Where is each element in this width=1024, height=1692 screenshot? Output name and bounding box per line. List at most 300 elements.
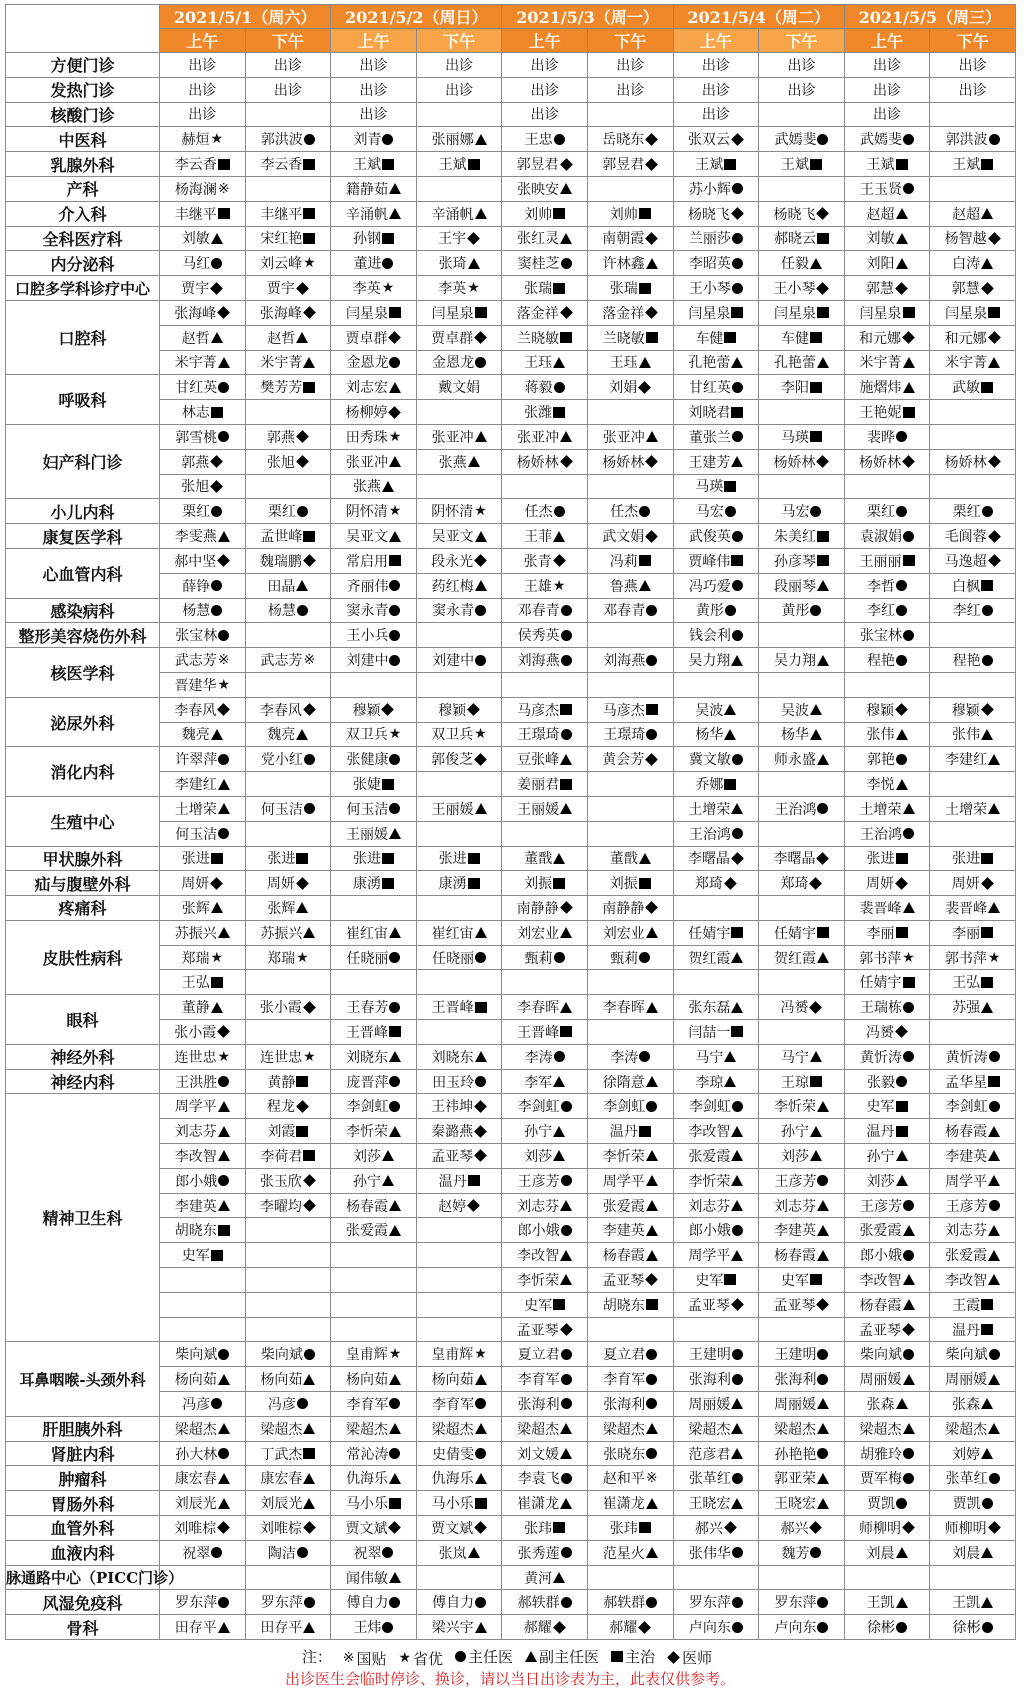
notice-text: 出诊医生会临时停诊、换诊，请以当日出诊表为主，此表仅供参考。 bbox=[284, 1670, 735, 1688]
schedule-cell bbox=[930, 53, 1016, 78]
schedule-cell bbox=[331, 1367, 417, 1392]
tri-marker-icon bbox=[211, 332, 223, 343]
doctor-entry bbox=[518, 1394, 572, 1414]
schedule-cell bbox=[844, 772, 930, 797]
doctor-name: 白枫 bbox=[952, 578, 981, 595]
doctor-entry bbox=[175, 1592, 229, 1612]
doctor-name: 王珏 bbox=[609, 355, 638, 372]
tri-marker-icon bbox=[988, 1175, 1000, 1186]
tri-marker-icon bbox=[218, 927, 230, 938]
schedule-cell bbox=[673, 1119, 759, 1144]
schedule-cell bbox=[331, 573, 417, 598]
schedule-cell bbox=[331, 102, 417, 127]
status-text: 出诊 bbox=[787, 57, 816, 74]
doctor-entry bbox=[346, 1196, 401, 1216]
dot-marker-icon bbox=[297, 1398, 308, 1409]
doctor-entry bbox=[695, 476, 736, 496]
schedule-cell bbox=[502, 1069, 588, 1094]
doctor-entry bbox=[432, 1617, 487, 1637]
doctor-entry bbox=[175, 1617, 230, 1637]
schedule-cell bbox=[160, 871, 246, 896]
schedule-cell bbox=[844, 722, 930, 747]
dia-marker-icon bbox=[895, 703, 908, 716]
schedule-cell bbox=[759, 722, 845, 747]
doctor-entry bbox=[603, 1171, 658, 1191]
tri-marker-icon bbox=[896, 1150, 908, 1161]
tri-marker-icon bbox=[303, 357, 315, 368]
schedule-row bbox=[6, 1094, 1016, 1119]
schedule-cell bbox=[416, 1367, 502, 1392]
doctor-name: 刘振 bbox=[524, 876, 553, 893]
doctor-entry bbox=[346, 452, 401, 472]
schedule-cell bbox=[844, 1540, 930, 1565]
doctor-entry bbox=[946, 1096, 1000, 1116]
schedule-cell bbox=[160, 995, 246, 1020]
schedule-cell bbox=[673, 1516, 759, 1541]
doctor-entry bbox=[780, 1518, 822, 1538]
schedule-cell bbox=[416, 945, 502, 970]
doctor-name: 李剑虹 bbox=[688, 1099, 731, 1116]
schedule-cell bbox=[587, 1094, 673, 1119]
doctor-name: 武志芳 bbox=[174, 653, 217, 670]
star-marker-icon: ★ bbox=[552, 577, 566, 594]
tri-marker-icon bbox=[475, 1051, 487, 1062]
schedule-cell bbox=[673, 598, 759, 623]
doctor-name: 栗红 bbox=[182, 504, 211, 521]
doctor-name: 史军 bbox=[695, 1272, 724, 1289]
doctor-name: 张青 bbox=[523, 553, 552, 570]
status-text: 出诊 bbox=[359, 107, 388, 124]
schedule-cell bbox=[416, 102, 502, 127]
tri-marker-icon bbox=[560, 1423, 572, 1434]
schedule-cell bbox=[587, 400, 673, 425]
tri-marker-icon bbox=[903, 803, 915, 814]
tri-marker-icon bbox=[988, 902, 1000, 913]
sq-marker-icon bbox=[896, 853, 908, 864]
schedule-cell bbox=[673, 871, 759, 896]
doctor-entry bbox=[616, 55, 644, 75]
star-marker-icon: ★ bbox=[217, 1048, 231, 1065]
schedule-cell bbox=[245, 697, 331, 722]
doctor-name: 张森 bbox=[952, 1396, 981, 1413]
star-marker-icon: ★ bbox=[210, 131, 224, 148]
schedule-cell bbox=[245, 176, 331, 201]
doctor-name: 李育军 bbox=[432, 1396, 475, 1413]
schedule-cell bbox=[416, 846, 502, 871]
schedule-cell bbox=[587, 325, 673, 350]
schedule-cell bbox=[245, 350, 331, 375]
schedule-cell bbox=[416, 871, 502, 896]
doctor-name: 王雄 bbox=[523, 578, 552, 595]
schedule-cell bbox=[759, 201, 845, 226]
schedule-cell bbox=[331, 772, 417, 797]
doctor-entry bbox=[773, 452, 829, 472]
dot-marker-icon bbox=[561, 1374, 572, 1385]
doctor-entry bbox=[260, 377, 315, 397]
doctor-name: 吴亚文 bbox=[345, 529, 388, 546]
sq-marker-icon bbox=[724, 159, 736, 170]
schedule-cell bbox=[245, 1193, 331, 1218]
doctor-entry bbox=[952, 1444, 993, 1464]
doctor-name: 郎小娥 bbox=[175, 1173, 218, 1190]
tri-marker-icon bbox=[475, 1423, 487, 1434]
doctor-entry bbox=[860, 972, 915, 992]
doctor-entry bbox=[353, 1617, 393, 1637]
doctor-entry bbox=[359, 55, 387, 75]
doctor-name: 侯秀英 bbox=[517, 628, 560, 645]
doctor-entry bbox=[945, 1121, 1000, 1141]
schedule-cell bbox=[502, 449, 588, 474]
schedule-cell bbox=[587, 945, 673, 970]
doctor-name: 杨海澜 bbox=[174, 181, 217, 198]
schedule-cell bbox=[416, 1069, 502, 1094]
schedule-cell bbox=[502, 1144, 588, 1169]
schedule-row bbox=[6, 1342, 1016, 1367]
star-marker-icon: ★ bbox=[388, 726, 402, 743]
star-marker-icon: ★ bbox=[388, 1346, 402, 1363]
doctor-entry bbox=[346, 1394, 400, 1414]
schedule-cell bbox=[331, 1615, 417, 1640]
dot-marker-icon bbox=[732, 1349, 743, 1360]
department-name: 呼吸科 bbox=[6, 375, 160, 425]
tri-marker-icon bbox=[296, 332, 308, 343]
doctor-entry bbox=[945, 948, 1001, 968]
tri-marker-icon bbox=[389, 531, 401, 542]
doctor-name: 张进 bbox=[267, 851, 296, 868]
doctor-name: 杨华 bbox=[780, 727, 809, 744]
doctor-name: 孟亚琴 bbox=[773, 1297, 816, 1314]
sq-marker-icon bbox=[981, 977, 993, 988]
doctor-entry bbox=[688, 1196, 743, 1216]
doctor-name: 梁兴宇 bbox=[431, 1620, 474, 1637]
schedule-cell bbox=[930, 1193, 1016, 1218]
doctor-entry bbox=[867, 576, 907, 596]
schedule-cell bbox=[759, 1590, 845, 1615]
doctor-entry bbox=[175, 1344, 229, 1364]
department-name: 神经内科 bbox=[6, 1069, 160, 1094]
doctor-entry bbox=[182, 600, 222, 620]
doctor-name: 刘莎 bbox=[352, 1148, 381, 1165]
doctor-name: 金恩龙 bbox=[346, 355, 389, 372]
sq-marker-icon bbox=[475, 307, 487, 318]
doctor-name: 柴向斌 bbox=[860, 1347, 903, 1364]
dot-marker-icon bbox=[732, 630, 743, 641]
doctor-entry bbox=[866, 873, 908, 893]
doctor-entry bbox=[431, 328, 487, 348]
schedule-cell bbox=[844, 400, 930, 425]
sq-marker-icon bbox=[639, 1126, 651, 1137]
doctor-name: 董戬 bbox=[609, 851, 638, 868]
schedule-cell bbox=[587, 127, 673, 152]
tri-marker-icon bbox=[988, 1150, 1000, 1161]
dot-marker-icon bbox=[218, 630, 229, 641]
doctor-name: 孙宁 bbox=[352, 1173, 381, 1190]
tri-marker-icon bbox=[731, 1150, 743, 1161]
doctor-name: 刘志芬 bbox=[773, 1198, 816, 1215]
doctor-name: 罗东萍 bbox=[774, 1595, 817, 1612]
schedule-cell bbox=[759, 573, 845, 598]
sq-marker-icon bbox=[817, 555, 829, 566]
doctor-entry bbox=[175, 1146, 230, 1166]
doctor-name: 贾卓群 bbox=[345, 330, 388, 347]
schedule-cell bbox=[160, 524, 246, 549]
doctor-entry bbox=[873, 104, 901, 124]
doctor-name: 梁超杰 bbox=[859, 1421, 902, 1438]
schedule-cell bbox=[759, 300, 845, 325]
dot-marker-icon bbox=[475, 605, 486, 616]
doctor-name: 杨柳婷 bbox=[345, 405, 388, 422]
doctor-entry bbox=[773, 1295, 829, 1315]
schedule-cell bbox=[416, 1516, 502, 1541]
doctor-entry bbox=[517, 452, 573, 472]
doctor-entry bbox=[780, 873, 822, 893]
doctor-entry bbox=[432, 1419, 487, 1439]
schedule-cell bbox=[844, 300, 930, 325]
schedule-cell bbox=[673, 350, 759, 375]
schedule-cell bbox=[502, 1466, 588, 1491]
dot-marker-icon bbox=[218, 1175, 229, 1186]
doctor-name: 苏振兴 bbox=[260, 925, 303, 942]
doctor-name: 张映安 bbox=[517, 181, 560, 198]
doctor-entry bbox=[188, 104, 216, 124]
doctor-name: 范彦君 bbox=[688, 1446, 731, 1463]
doctor-entry bbox=[867, 848, 908, 868]
schedule-cell bbox=[416, 474, 502, 499]
schedule-cell bbox=[416, 1466, 502, 1491]
doctor-name: 米宇菁 bbox=[174, 355, 217, 372]
doctor-entry bbox=[518, 650, 572, 670]
doctor-entry bbox=[959, 80, 987, 100]
tri-marker-icon bbox=[817, 1250, 829, 1261]
doctor-name: 李忻荣 bbox=[773, 1099, 816, 1116]
schedule-row bbox=[6, 598, 1016, 623]
doctor-entry bbox=[175, 179, 230, 199]
schedule-cell bbox=[587, 53, 673, 78]
doctor-name: 郑琦 bbox=[694, 876, 723, 893]
dot-marker-icon bbox=[732, 382, 743, 393]
doctor-name: 张秀莲 bbox=[517, 1545, 560, 1562]
schedule-cell bbox=[331, 474, 417, 499]
schedule-cell bbox=[160, 1466, 246, 1491]
dia-marker-icon bbox=[981, 282, 994, 295]
doctor-entry bbox=[525, 501, 565, 521]
doctor-name: 杨娇林 bbox=[773, 454, 816, 471]
schedule-cell bbox=[416, 722, 502, 747]
doctor-name: 李丽 bbox=[866, 925, 895, 942]
schedule-cell bbox=[844, 648, 930, 673]
doctor-entry bbox=[696, 600, 736, 620]
doctor-name: 李军 bbox=[524, 1074, 553, 1091]
doctor-name: 李剑虹 bbox=[517, 1099, 560, 1116]
department-name: 脉通路中心（PICC门诊） bbox=[6, 1565, 160, 1590]
doctor-entry bbox=[787, 55, 815, 75]
doctor-name: 张小霞 bbox=[259, 1000, 302, 1017]
schedule-cell bbox=[673, 722, 759, 747]
schedule-cell bbox=[587, 1615, 673, 1640]
schedule-cell bbox=[844, 102, 930, 127]
schedule-cell bbox=[416, 920, 502, 945]
schedule-cell bbox=[331, 1392, 417, 1417]
sq-marker-icon bbox=[560, 1026, 572, 1037]
doctor-name: 武俊英 bbox=[688, 529, 731, 546]
department-name: 口腔科 bbox=[6, 300, 160, 374]
doctor-entry bbox=[260, 1419, 315, 1439]
doctor-entry bbox=[688, 997, 743, 1017]
doctor-entry bbox=[175, 377, 229, 397]
sq-marker-icon bbox=[211, 407, 223, 418]
doctor-entry bbox=[860, 1047, 914, 1067]
doctor-entry bbox=[945, 1518, 1001, 1538]
sq-marker-icon bbox=[817, 531, 829, 542]
doctor-entry bbox=[268, 1394, 308, 1414]
doctor-name: 田玉玲 bbox=[432, 1074, 475, 1091]
doctor-name: 李育军 bbox=[603, 1372, 646, 1389]
schedule-cell bbox=[502, 598, 588, 623]
tri-marker-icon bbox=[389, 1473, 401, 1484]
schedule-cell bbox=[416, 400, 502, 425]
doctor-name: 梁超杰 bbox=[260, 1421, 303, 1438]
sq-marker-icon bbox=[810, 159, 822, 170]
dot-marker-icon bbox=[732, 283, 743, 294]
schedule-cell bbox=[245, 548, 331, 573]
doctor-name: 张婕 bbox=[352, 777, 381, 793]
doctor-entry bbox=[603, 253, 658, 273]
schedule-cell bbox=[844, 1144, 930, 1169]
doctor-name: 林志 bbox=[181, 405, 210, 422]
schedule-cell bbox=[587, 672, 673, 697]
doctor-entry bbox=[353, 253, 393, 273]
department-name: 皮肤性病科 bbox=[6, 920, 160, 994]
doctor-name: 罗东萍 bbox=[688, 1595, 731, 1612]
doctor-name: 武嫣斐 bbox=[774, 132, 817, 149]
dia-marker-icon bbox=[645, 530, 658, 543]
schedule-cell bbox=[930, 821, 1016, 846]
doctor-entry bbox=[866, 1022, 908, 1042]
department-name: 中医科 bbox=[6, 127, 160, 152]
doctor-name: 宋红艳 bbox=[260, 231, 303, 248]
doctor-entry bbox=[346, 1220, 401, 1240]
schedule-cell bbox=[930, 1516, 1016, 1541]
doctor-name: 郎小娥 bbox=[860, 1248, 903, 1265]
tri-marker-icon bbox=[303, 1423, 315, 1434]
doctor-name: 梁超杰 bbox=[945, 1421, 988, 1438]
doctor-entry bbox=[867, 774, 908, 794]
schedule-cell bbox=[673, 1565, 759, 1590]
doctor-entry bbox=[353, 278, 395, 298]
doctor-entry bbox=[860, 179, 914, 199]
schedule-cell bbox=[245, 1540, 331, 1565]
dia-marker-icon bbox=[296, 455, 309, 468]
dia-marker-icon bbox=[389, 1522, 402, 1535]
doctor-name: 程艳 bbox=[867, 653, 896, 670]
schedule-cell bbox=[844, 201, 930, 226]
doctor-entry bbox=[773, 204, 829, 224]
doctor-entry bbox=[174, 303, 230, 323]
doctor-entry bbox=[860, 377, 915, 397]
department-name: 疼痛科 bbox=[6, 896, 160, 921]
doctor-name: 刘青 bbox=[353, 132, 382, 149]
doctor-entry bbox=[182, 1245, 223, 1265]
sq-marker-icon bbox=[211, 1250, 223, 1261]
doctor-entry bbox=[867, 1121, 908, 1141]
schedule-cell bbox=[331, 1466, 417, 1491]
doctor-name: 甄莉 bbox=[524, 950, 553, 967]
schedule-cell bbox=[587, 648, 673, 673]
tri-marker-icon bbox=[218, 1622, 230, 1633]
schedule-cell bbox=[587, 1342, 673, 1367]
doctor-name: 刘婷 bbox=[952, 1446, 981, 1463]
doctor-name: 祝翠 bbox=[353, 1545, 382, 1562]
schedule-cell bbox=[587, 697, 673, 722]
schedule-cell bbox=[673, 77, 759, 102]
doctor-name: 常沁涛 bbox=[346, 1446, 389, 1463]
doctor-entry bbox=[603, 1369, 657, 1389]
doctor-entry bbox=[860, 526, 914, 546]
doctor-name: 郭燕 bbox=[266, 429, 295, 446]
tri-marker-icon bbox=[896, 1175, 908, 1186]
doctor-entry bbox=[346, 303, 401, 323]
doctor-entry bbox=[438, 1196, 480, 1216]
doctor-entry bbox=[781, 1270, 822, 1290]
dot-marker-icon bbox=[646, 729, 657, 740]
doctor-name: 张亚冲 bbox=[431, 429, 474, 446]
dot-marker-icon bbox=[561, 605, 572, 616]
doctor-name: 马彦杰 bbox=[517, 702, 560, 719]
doctor-name: 张伟 bbox=[952, 727, 981, 744]
tri-marker-icon bbox=[560, 927, 572, 938]
schedule-cell bbox=[587, 1020, 673, 1045]
dia-marker-icon bbox=[210, 282, 223, 295]
doctor-entry bbox=[860, 997, 914, 1017]
sq-marker-icon bbox=[468, 1175, 480, 1186]
dia-marker-icon bbox=[731, 852, 744, 865]
doctor-name: 南静静 bbox=[516, 900, 559, 917]
department-name: 妇产科门诊 bbox=[6, 424, 160, 498]
schedule-cell bbox=[502, 697, 588, 722]
schedule-cell bbox=[587, 1218, 673, 1243]
doctor-name: 张伟 bbox=[866, 727, 895, 744]
schedule-cell bbox=[245, 920, 331, 945]
tri-marker-icon bbox=[731, 1498, 743, 1509]
doctor-entry bbox=[432, 997, 487, 1017]
doctor-name: 周丽媛 bbox=[945, 1372, 988, 1389]
doctor-name: 王小兵 bbox=[346, 628, 389, 645]
schedule-cell bbox=[587, 350, 673, 375]
doctor-name: 刘敏 bbox=[181, 231, 210, 248]
dia-marker-icon bbox=[988, 530, 1001, 543]
doctor-entry bbox=[181, 452, 223, 472]
doctor-entry bbox=[610, 576, 651, 596]
sq-marker-icon bbox=[817, 927, 829, 938]
doctor-name: 李建英 bbox=[945, 1148, 988, 1165]
schedule-cell bbox=[930, 697, 1016, 722]
doctor-name: 连世忠 bbox=[260, 1049, 303, 1066]
doctor-name: 刘莎 bbox=[524, 1148, 553, 1165]
doctor-entry bbox=[946, 1047, 1000, 1067]
doctor-name: 土增荣 bbox=[945, 801, 988, 818]
doctor-name: 罗东萍 bbox=[260, 1595, 303, 1612]
schedule-cell bbox=[416, 970, 502, 995]
date-header: 2021/5/5（周三） bbox=[844, 5, 1015, 29]
doctor-name: 李春风 bbox=[259, 702, 302, 719]
doctor-entry bbox=[867, 253, 908, 273]
tri-marker-icon bbox=[731, 952, 743, 963]
doctor-entry bbox=[261, 650, 316, 670]
schedule-row bbox=[6, 920, 1016, 945]
sq-marker-icon bbox=[896, 927, 908, 938]
schedule-cell bbox=[416, 548, 502, 573]
schedule-cell bbox=[759, 1218, 845, 1243]
